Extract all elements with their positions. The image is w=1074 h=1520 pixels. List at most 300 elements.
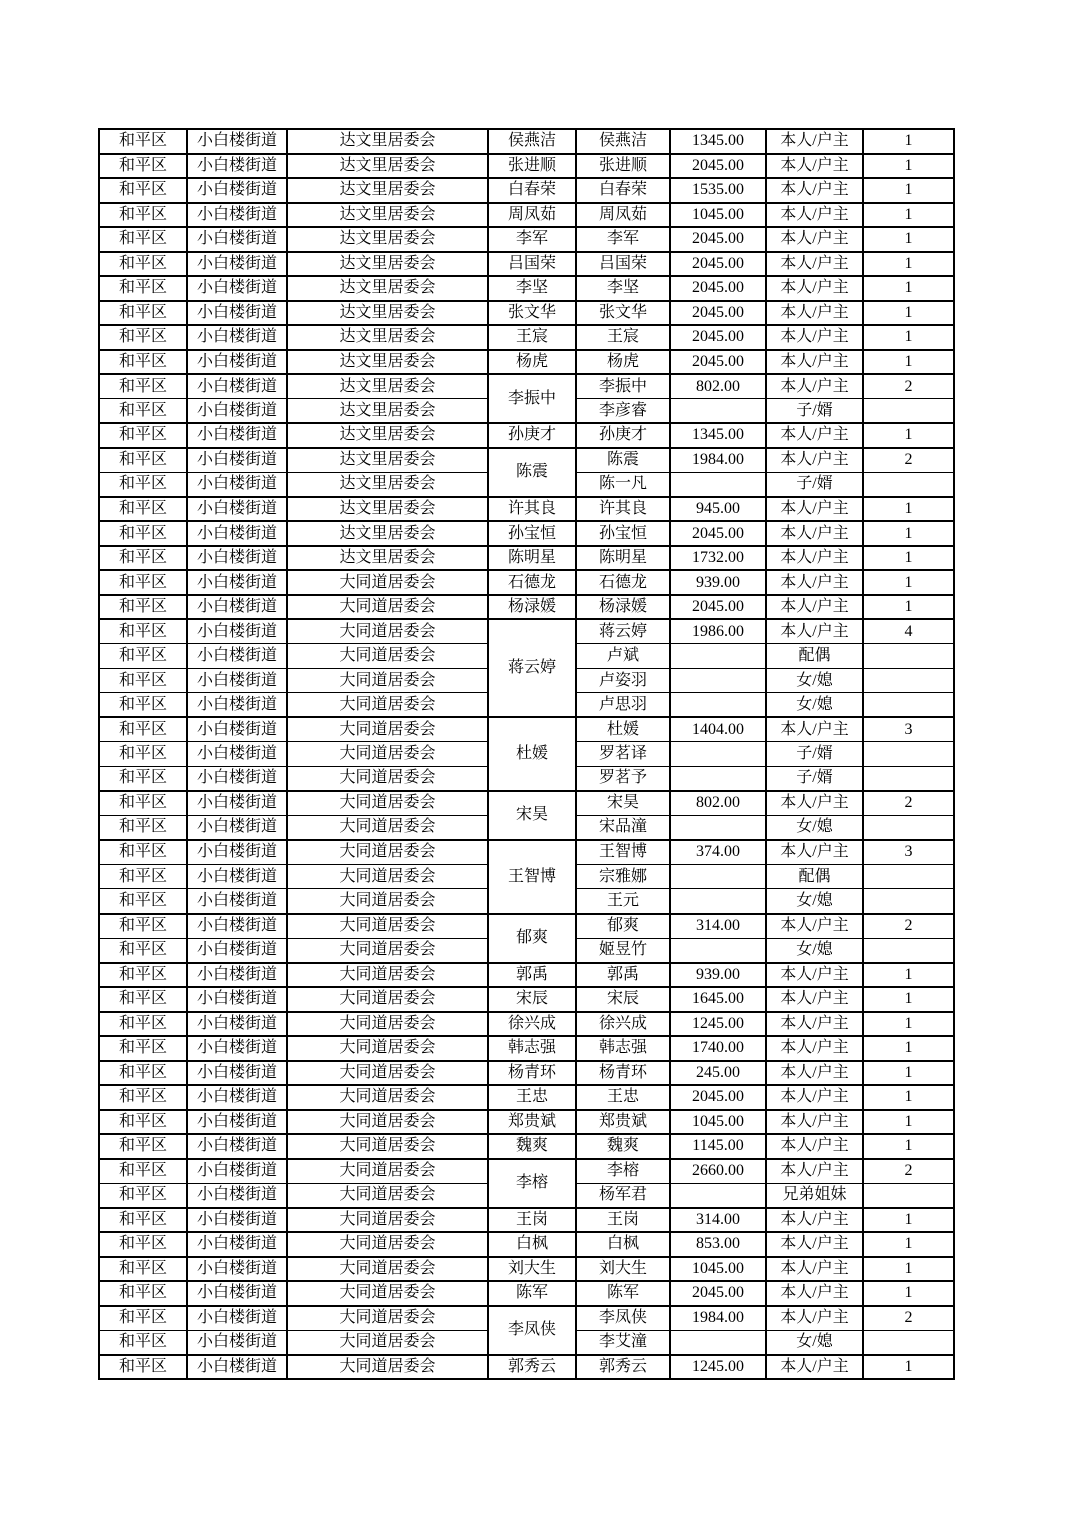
cell-committee: 大同道居委会 <box>287 742 488 767</box>
cell-member-name: 李榕 <box>576 1159 670 1184</box>
cell-relation: 女/媳 <box>766 889 863 914</box>
table-row <box>99 521 954 546</box>
table-row <box>99 423 954 448</box>
cell-amount: 1045.00 <box>670 1110 766 1135</box>
cell-count <box>863 889 954 914</box>
cell-committee: 大同道居委会 <box>287 693 488 718</box>
cell-relation: 本人/户主 <box>766 350 863 375</box>
cell-amount: 2045.00 <box>670 1281 766 1306</box>
cell-count <box>863 766 954 791</box>
cell-head-name: 杨渌媛 <box>488 595 576 620</box>
cell-relation: 本人/户主 <box>766 1061 863 1086</box>
cell-district: 和平区 <box>99 889 187 914</box>
cell-street: 小白楼街道 <box>187 203 287 228</box>
table-row <box>99 1036 954 1061</box>
table-row <box>99 1110 954 1135</box>
cell-relation: 本人/户主 <box>766 1306 863 1331</box>
cell-member-name: 张进顺 <box>576 154 670 179</box>
table-row <box>99 1281 954 1306</box>
cell-district: 和平区 <box>99 399 187 424</box>
cell-amount: 945.00 <box>670 497 766 522</box>
cell-district: 和平区 <box>99 1281 187 1306</box>
cell-head-name: 李振中 <box>488 374 576 423</box>
cell-district: 和平区 <box>99 276 187 301</box>
cell-district: 和平区 <box>99 1257 187 1282</box>
cell-district: 和平区 <box>99 203 187 228</box>
cell-street: 小白楼街道 <box>187 1257 287 1282</box>
cell-relation: 本人/户主 <box>766 178 863 203</box>
cell-street: 小白楼街道 <box>187 1208 287 1233</box>
cell-head-name: 陈明星 <box>488 546 576 571</box>
cell-count <box>863 1330 954 1355</box>
cell-count <box>863 815 954 840</box>
cell-count: 2 <box>863 374 954 399</box>
cell-street: 小白楼街道 <box>187 791 287 816</box>
table-row <box>99 276 954 301</box>
cell-member-name: 王智博 <box>576 840 670 865</box>
cell-count: 2 <box>863 914 954 939</box>
cell-relation: 本人/户主 <box>766 570 863 595</box>
cell-head-name: 石德龙 <box>488 570 576 595</box>
cell-head-name: 张文华 <box>488 301 576 326</box>
cell-amount: 1535.00 <box>670 178 766 203</box>
cell-street: 小白楼街道 <box>187 963 287 988</box>
cell-member-name: 郁爽 <box>576 914 670 939</box>
cell-member-name: 王岗 <box>576 1208 670 1233</box>
cell-amount: 1984.00 <box>670 1306 766 1331</box>
cell-count <box>863 644 954 669</box>
cell-committee: 大同道居委会 <box>287 938 488 963</box>
cell-district: 和平区 <box>99 914 187 939</box>
cell-member-name: 李军 <box>576 227 670 252</box>
cell-count: 1 <box>863 423 954 448</box>
cell-member-name: 侯燕洁 <box>576 129 670 154</box>
cell-head-name: 张进顺 <box>488 154 576 179</box>
cell-relation: 本人/户主 <box>766 203 863 228</box>
cell-member-name: 宋昊 <box>576 791 670 816</box>
cell-head-name: 吕国荣 <box>488 252 576 277</box>
cell-member-name: 孙庚才 <box>576 423 670 448</box>
resident-subsidy-table <box>98 128 955 1380</box>
cell-committee: 大同道居委会 <box>287 1232 488 1257</box>
cell-relation: 女/媳 <box>766 815 863 840</box>
cell-count: 1 <box>863 570 954 595</box>
cell-count: 1 <box>863 350 954 375</box>
cell-count: 2 <box>863 1159 954 1184</box>
cell-amount <box>670 1330 766 1355</box>
cell-relation: 本人/户主 <box>766 325 863 350</box>
table-row <box>99 1232 954 1257</box>
cell-relation: 子/婿 <box>766 766 863 791</box>
cell-count: 1 <box>863 276 954 301</box>
cell-count: 1 <box>863 963 954 988</box>
cell-count: 1 <box>863 497 954 522</box>
table-row <box>99 1061 954 1086</box>
cell-head-name: 孙庚才 <box>488 423 576 448</box>
cell-district: 和平区 <box>99 154 187 179</box>
cell-amount <box>670 889 766 914</box>
table-row <box>99 570 954 595</box>
cell-member-name: 徐兴成 <box>576 1012 670 1037</box>
cell-district: 和平区 <box>99 595 187 620</box>
cell-relation: 本人/户主 <box>766 448 863 473</box>
cell-count: 1 <box>863 227 954 252</box>
cell-count: 1 <box>863 1085 954 1110</box>
cell-relation: 本人/户主 <box>766 619 863 644</box>
cell-relation: 本人/户主 <box>766 374 863 399</box>
cell-district: 和平区 <box>99 644 187 669</box>
cell-amount: 802.00 <box>670 374 766 399</box>
cell-district: 和平区 <box>99 963 187 988</box>
cell-street: 小白楼街道 <box>187 521 287 546</box>
cell-amount: 2660.00 <box>670 1159 766 1184</box>
cell-member-name: 石德龙 <box>576 570 670 595</box>
cell-district: 和平区 <box>99 546 187 571</box>
cell-head-name: 王岗 <box>488 1208 576 1233</box>
cell-amount: 2045.00 <box>670 227 766 252</box>
cell-count: 1 <box>863 325 954 350</box>
cell-amount <box>670 766 766 791</box>
cell-member-name: 杨虎 <box>576 350 670 375</box>
cell-relation: 本人/户主 <box>766 1257 863 1282</box>
cell-amount: 853.00 <box>670 1232 766 1257</box>
cell-count <box>863 1183 954 1208</box>
cell-committee: 达文里居委会 <box>287 497 488 522</box>
cell-street: 小白楼街道 <box>187 448 287 473</box>
cell-head-name: 郭禹 <box>488 963 576 988</box>
table-row <box>99 154 954 179</box>
cell-district: 和平区 <box>99 497 187 522</box>
cell-member-name: 姬昱竹 <box>576 938 670 963</box>
cell-head-name: 郑贵斌 <box>488 1110 576 1135</box>
cell-head-name: 陈军 <box>488 1281 576 1306</box>
cell-count: 1 <box>863 1110 954 1135</box>
cell-count: 1 <box>863 521 954 546</box>
cell-count <box>863 864 954 889</box>
cell-committee: 大同道居委会 <box>287 914 488 939</box>
cell-relation: 本人/户主 <box>766 595 863 620</box>
cell-relation: 本人/户主 <box>766 1085 863 1110</box>
cell-count <box>863 742 954 767</box>
cell-head-name: 宋昊 <box>488 791 576 840</box>
cell-committee: 达文里居委会 <box>287 374 488 399</box>
cell-committee: 达文里居委会 <box>287 448 488 473</box>
cell-committee: 大同道居委会 <box>287 1110 488 1135</box>
cell-district: 和平区 <box>99 668 187 693</box>
cell-committee: 大同道居委会 <box>287 717 488 742</box>
cell-relation: 本人/户主 <box>766 1281 863 1306</box>
cell-amount: 2045.00 <box>670 595 766 620</box>
cell-head-name: 李榕 <box>488 1159 576 1208</box>
cell-count: 1 <box>863 1232 954 1257</box>
cell-street: 小白楼街道 <box>187 154 287 179</box>
cell-member-name: 许其良 <box>576 497 670 522</box>
cell-district: 和平区 <box>99 350 187 375</box>
cell-district: 和平区 <box>99 1085 187 1110</box>
table-row <box>99 914 954 939</box>
cell-head-name: 白枫 <box>488 1232 576 1257</box>
cell-count <box>863 472 954 497</box>
cell-amount <box>670 742 766 767</box>
cell-street: 小白楼街道 <box>187 766 287 791</box>
cell-head-name: 郭秀云 <box>488 1355 576 1380</box>
cell-amount: 1345.00 <box>670 129 766 154</box>
cell-member-name: 陈震 <box>576 448 670 473</box>
cell-district: 和平区 <box>99 1232 187 1257</box>
cell-relation: 本人/户主 <box>766 914 863 939</box>
cell-relation: 本人/户主 <box>766 154 863 179</box>
table-row <box>99 129 954 154</box>
cell-street: 小白楼街道 <box>187 1036 287 1061</box>
cell-committee: 大同道居委会 <box>287 1012 488 1037</box>
cell-relation: 本人/户主 <box>766 227 863 252</box>
cell-member-name: 王宸 <box>576 325 670 350</box>
cell-amount: 314.00 <box>670 1208 766 1233</box>
cell-committee: 大同道居委会 <box>287 987 488 1012</box>
cell-committee: 达文里居委会 <box>287 325 488 350</box>
cell-amount: 1984.00 <box>670 448 766 473</box>
cell-street: 小白楼街道 <box>187 423 287 448</box>
cell-street: 小白楼街道 <box>187 350 287 375</box>
cell-committee: 大同道居委会 <box>287 1257 488 1282</box>
cell-relation: 本人/户主 <box>766 1134 863 1159</box>
cell-member-name: 李凤侠 <box>576 1306 670 1331</box>
cell-relation: 本人/户主 <box>766 546 863 571</box>
cell-member-name: 李坚 <box>576 276 670 301</box>
table-row <box>99 203 954 228</box>
cell-head-name: 王忠 <box>488 1085 576 1110</box>
cell-street: 小白楼街道 <box>187 546 287 571</box>
cell-count: 1 <box>863 1355 954 1380</box>
table-row <box>99 350 954 375</box>
cell-committee: 大同道居委会 <box>287 815 488 840</box>
cell-relation: 本人/户主 <box>766 963 863 988</box>
cell-committee: 达文里居委会 <box>287 129 488 154</box>
cell-relation: 本人/户主 <box>766 276 863 301</box>
cell-street: 小白楼街道 <box>187 644 287 669</box>
cell-street: 小白楼街道 <box>187 595 287 620</box>
cell-street: 小白楼街道 <box>187 742 287 767</box>
cell-street: 小白楼街道 <box>187 374 287 399</box>
cell-committee: 大同道居委会 <box>287 1355 488 1380</box>
cell-committee: 大同道居委会 <box>287 644 488 669</box>
cell-relation: 本人/户主 <box>766 423 863 448</box>
cell-head-name: 韩志强 <box>488 1036 576 1061</box>
cell-amount: 2045.00 <box>670 154 766 179</box>
cell-relation: 本人/户主 <box>766 1159 863 1184</box>
cell-committee: 大同道居委会 <box>287 1134 488 1159</box>
cell-committee: 大同道居委会 <box>287 1061 488 1086</box>
cell-committee: 达文里居委会 <box>287 423 488 448</box>
cell-district: 和平区 <box>99 1159 187 1184</box>
cell-district: 和平区 <box>99 619 187 644</box>
cell-committee: 大同道居委会 <box>287 963 488 988</box>
table-row <box>99 840 954 865</box>
cell-committee: 达文里居委会 <box>287 350 488 375</box>
cell-amount: 2045.00 <box>670 1085 766 1110</box>
cell-committee: 达文里居委会 <box>287 276 488 301</box>
cell-district: 和平区 <box>99 374 187 399</box>
cell-member-name: 孙宝恒 <box>576 521 670 546</box>
cell-street: 小白楼街道 <box>187 1281 287 1306</box>
cell-committee: 达文里居委会 <box>287 227 488 252</box>
cell-amount <box>670 864 766 889</box>
cell-relation: 本人/户主 <box>766 717 863 742</box>
cell-head-name: 李军 <box>488 227 576 252</box>
cell-street: 小白楼街道 <box>187 840 287 865</box>
cell-member-name: 王元 <box>576 889 670 914</box>
cell-count: 1 <box>863 203 954 228</box>
cell-member-name: 杜媛 <box>576 717 670 742</box>
table-row <box>99 497 954 522</box>
cell-amount: 1345.00 <box>670 423 766 448</box>
cell-district: 和平区 <box>99 129 187 154</box>
cell-amount: 314.00 <box>670 914 766 939</box>
cell-member-name: 郭禹 <box>576 963 670 988</box>
cell-committee: 达文里居委会 <box>287 521 488 546</box>
cell-member-name: 罗茗译 <box>576 742 670 767</box>
table-row <box>99 546 954 571</box>
cell-district: 和平区 <box>99 570 187 595</box>
cell-count <box>863 693 954 718</box>
cell-street: 小白楼街道 <box>187 1134 287 1159</box>
cell-committee: 达文里居委会 <box>287 178 488 203</box>
cell-member-name: 杨军君 <box>576 1183 670 1208</box>
cell-street: 小白楼街道 <box>187 129 287 154</box>
table-row <box>99 1012 954 1037</box>
cell-district: 和平区 <box>99 742 187 767</box>
cell-member-name: 白春荣 <box>576 178 670 203</box>
cell-street: 小白楼街道 <box>187 1232 287 1257</box>
table-row <box>99 1355 954 1380</box>
cell-district: 和平区 <box>99 693 187 718</box>
cell-street: 小白楼街道 <box>187 325 287 350</box>
cell-amount: 2045.00 <box>670 276 766 301</box>
cell-amount <box>670 472 766 497</box>
cell-street: 小白楼街道 <box>187 178 287 203</box>
cell-member-name: 卢思羽 <box>576 693 670 718</box>
cell-district: 和平区 <box>99 864 187 889</box>
cell-relation: 配偶 <box>766 864 863 889</box>
cell-committee: 达文里居委会 <box>287 252 488 277</box>
cell-count: 1 <box>863 1208 954 1233</box>
cell-district: 和平区 <box>99 840 187 865</box>
cell-head-name: 陈震 <box>488 448 576 497</box>
cell-amount: 939.00 <box>670 570 766 595</box>
cell-amount: 2045.00 <box>670 521 766 546</box>
table-row <box>99 448 954 473</box>
cell-district: 和平区 <box>99 1355 187 1380</box>
cell-relation: 女/媳 <box>766 938 863 963</box>
cell-committee: 大同道居委会 <box>287 668 488 693</box>
cell-amount: 1245.00 <box>670 1012 766 1037</box>
cell-street: 小白楼街道 <box>187 1110 287 1135</box>
cell-member-name: 郑贵斌 <box>576 1110 670 1135</box>
cell-member-name: 李艾潼 <box>576 1330 670 1355</box>
cell-head-name: 徐兴成 <box>488 1012 576 1037</box>
cell-member-name: 陈军 <box>576 1281 670 1306</box>
cell-head-name: 周凤茹 <box>488 203 576 228</box>
cell-member-name: 陈一凡 <box>576 472 670 497</box>
table-row <box>99 595 954 620</box>
cell-member-name: 宋辰 <box>576 987 670 1012</box>
cell-member-name: 张文华 <box>576 301 670 326</box>
cell-member-name: 杨青环 <box>576 1061 670 1086</box>
cell-street: 小白楼街道 <box>187 889 287 914</box>
cell-committee: 大同道居委会 <box>287 1281 488 1306</box>
table-row <box>99 301 954 326</box>
cell-committee: 大同道居委会 <box>287 570 488 595</box>
cell-member-name: 郭秀云 <box>576 1355 670 1380</box>
cell-committee: 大同道居委会 <box>287 1159 488 1184</box>
cell-member-name: 吕国荣 <box>576 252 670 277</box>
cell-district: 和平区 <box>99 521 187 546</box>
cell-relation: 本人/户主 <box>766 1232 863 1257</box>
cell-count: 3 <box>863 717 954 742</box>
cell-committee: 大同道居委会 <box>287 840 488 865</box>
cell-member-name: 卢斌 <box>576 644 670 669</box>
cell-count: 4 <box>863 619 954 644</box>
cell-district: 和平区 <box>99 815 187 840</box>
cell-head-name: 魏爽 <box>488 1134 576 1159</box>
cell-relation: 本人/户主 <box>766 252 863 277</box>
cell-street: 小白楼街道 <box>187 1183 287 1208</box>
table-row <box>99 1085 954 1110</box>
cell-count: 1 <box>863 178 954 203</box>
cell-district: 和平区 <box>99 1330 187 1355</box>
cell-relation: 女/媳 <box>766 1330 863 1355</box>
table-row <box>99 1257 954 1282</box>
cell-head-name: 李凤侠 <box>488 1306 576 1355</box>
cell-street: 小白楼街道 <box>187 987 287 1012</box>
table-row <box>99 1159 954 1184</box>
cell-member-name: 蒋云婷 <box>576 619 670 644</box>
cell-committee: 大同道居委会 <box>287 595 488 620</box>
cell-amount: 2045.00 <box>670 350 766 375</box>
table-row <box>99 252 954 277</box>
cell-amount: 1245.00 <box>670 1355 766 1380</box>
cell-count: 1 <box>863 1257 954 1282</box>
cell-count: 2 <box>863 791 954 816</box>
cell-district: 和平区 <box>99 791 187 816</box>
cell-head-name: 孙宝恒 <box>488 521 576 546</box>
cell-district: 和平区 <box>99 1061 187 1086</box>
cell-relation: 本人/户主 <box>766 1208 863 1233</box>
cell-street: 小白楼街道 <box>187 693 287 718</box>
cell-member-name: 韩志强 <box>576 1036 670 1061</box>
cell-member-name: 李振中 <box>576 374 670 399</box>
cell-amount: 2045.00 <box>670 252 766 277</box>
cell-relation: 子/婿 <box>766 472 863 497</box>
cell-district: 和平区 <box>99 423 187 448</box>
cell-street: 小白楼街道 <box>187 864 287 889</box>
cell-amount <box>670 399 766 424</box>
cell-committee: 大同道居委会 <box>287 791 488 816</box>
cell-amount: 245.00 <box>670 1061 766 1086</box>
cell-member-name: 周凤茹 <box>576 203 670 228</box>
cell-head-name: 王宸 <box>488 325 576 350</box>
cell-member-name: 杨渌媛 <box>576 595 670 620</box>
cell-street: 小白楼街道 <box>187 1061 287 1086</box>
cell-street: 小白楼街道 <box>187 619 287 644</box>
cell-street: 小白楼街道 <box>187 1085 287 1110</box>
cell-member-name: 刘大生 <box>576 1257 670 1282</box>
cell-district: 和平区 <box>99 1110 187 1135</box>
cell-street: 小白楼街道 <box>187 717 287 742</box>
table-row <box>99 987 954 1012</box>
cell-amount: 1045.00 <box>670 203 766 228</box>
cell-amount <box>670 1183 766 1208</box>
